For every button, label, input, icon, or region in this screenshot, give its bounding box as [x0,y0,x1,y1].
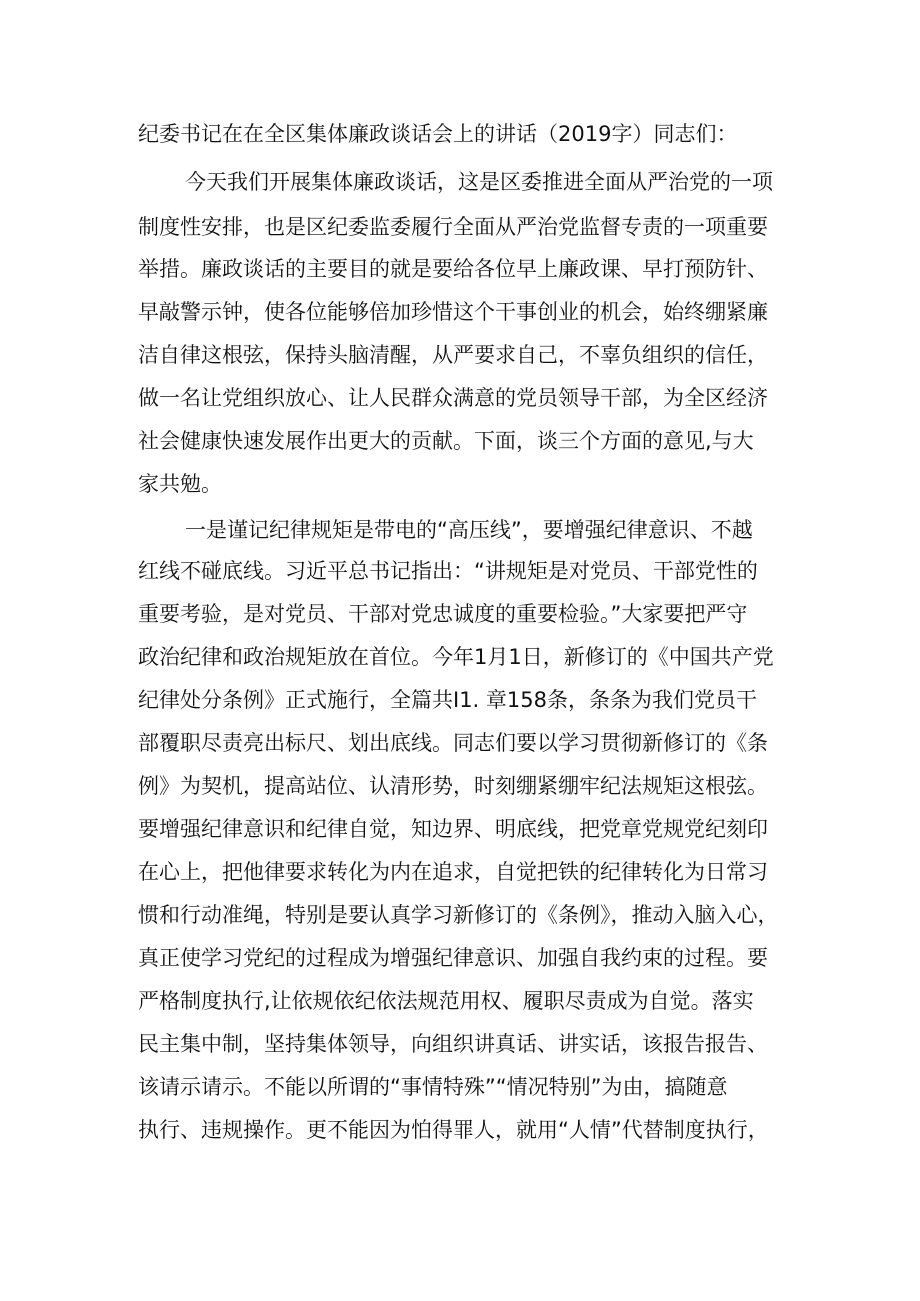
paragraph-2-line: 惯和行动准绳，特别是要认真学习新修订的《条例》，推动入脑入心， [138,903,779,927]
paragraph-1-line: 社会健康快速发展作出更大的贡献。下面，谈三个方面的意见,与大 [138,429,754,453]
paragraph-2-line: 一是谨记纪律规矩是带电的“高压线”，要增强纪律意识、不越 [185,518,753,542]
paragraph-2-line: 民主集中制，坚持集体领导，向组织讲真话、讲实话，该报告报告、 [138,1032,768,1056]
paragraph-1-line: 家共勉。 [138,472,222,496]
paragraph-1-line: 制度性安排，也是区纪委监委履行全面从严治党监督专责的一项重要 [138,215,768,239]
document-title: 纪委书记在在全区集体廉政谈话会上的讲话（2019字）同志们： [138,122,738,146]
paragraph-2-line: 该请示请示。不能以所谓的“事情特殊”“情况特别”为由，搞随意 [138,1075,728,1099]
paragraph-2-line: 政治纪律和政治规矩放在首位。今年1月1日，新修订的《中国共产党 [138,645,774,669]
paragraph-2-line: 真正使学习党纪的过程成为增强纪律意识、加强自我约束的过程。要 [138,946,768,970]
paragraph-1-line: 早敲警示钟，使各位能够倍加珍惜这个干事创业的机会，始终绷紧廉 [138,300,768,324]
paragraph-2-line: 例》为契机，提高站位、认清形势，时刻绷紧绷牢纪法规矩这根弦。 [138,774,768,798]
paragraph-1-line: 今天我们开展集体廉政谈话，这是区委推进全面从严治党的一项 [185,170,773,194]
paragraph-1-line: 做一名让党组织放心、让人民群众满意的党员领导干部，为全区经济 [138,386,768,410]
paragraph-1-line: 举措。廉政谈话的主要目的就是要给各位早上廉政课、早打预防针、 [138,257,768,281]
paragraph-2-line: 严格制度执行,让依规依纪依法规范用权、履职尽责成为自觉。落实 [138,989,754,1013]
paragraph-2-line: 要增强纪律意识和纪律自觉，知边界、明底线，把党章党规党纪刻印 [138,817,768,841]
paragraph-2-line: 执行、违规操作。更不能因为怕得罪人，就用“人情”代替制度执行， [138,1118,769,1142]
paragraph-2-line: 红线不碰底线。习近平总书记指出：“讲规矩是对党员、干部党性的 [138,559,758,583]
paragraph-2-line: 重要考验，是对党员、干部对党忠诚度的重要检验。”大家要把严守 [138,602,748,626]
paragraph-2-line: 部覆职尽责亮出标尺、划出底线。同志们要以学习贯彻新修订的《条 [138,731,768,755]
paragraph-1-line: 洁自律这根弦，保持头脑清醒，从严要求自己，不辜负组织的信任， [138,343,768,367]
paragraph-2-line: 在心上，把他律要求转化为内在追求，自觉把铁的纪律转化为日常习 [138,860,768,884]
paragraph-2-line: 纪律处分条例》正式施行，全篇共I1. 章158条，条条为我们党员干 [138,688,757,712]
